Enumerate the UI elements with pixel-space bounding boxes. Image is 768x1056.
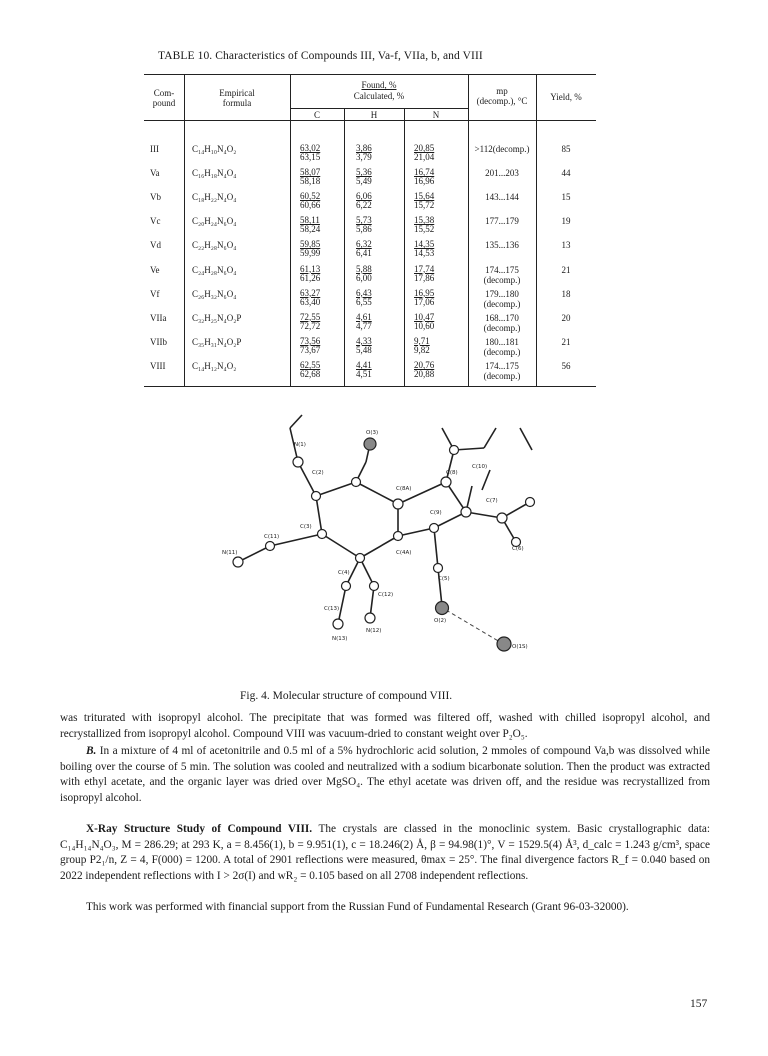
atom-label: C(4A) bbox=[396, 550, 412, 556]
cell-n: $\frac{20,76}{20,88}$ bbox=[414, 359, 435, 379]
atom-label: C(7) bbox=[486, 498, 498, 504]
cell-compound: Vb bbox=[150, 192, 161, 203]
cell-n: $\frac{17,74}{17,86}$ bbox=[414, 263, 435, 283]
header-found: Found, % bbox=[361, 80, 397, 90]
data-table bbox=[144, 74, 596, 386]
cell-formula: C₂₄H₂₈N₆O₄ bbox=[192, 264, 237, 275]
cell-yield: 21 bbox=[561, 264, 571, 275]
col-rule-4 bbox=[404, 108, 405, 386]
atom-label: C(11) bbox=[264, 534, 280, 540]
atom-label: O(2) bbox=[434, 618, 447, 624]
header-formula: Empirical formula bbox=[219, 88, 255, 108]
col-rule-1 bbox=[184, 74, 185, 386]
paragraph-procedure-end: was triturated with isopropyl alcohol. The precipitate that was formed was filtered off, washed with chilled isopropyl alcohol, and recrystallized from isopropyl alcohol. Compound VIII was vacuum-dried to constant weight over P₂O₅. bbox=[60, 712, 710, 740]
cell-formula: C₂₂H₂₈N₆O₄ bbox=[192, 240, 237, 251]
cell-yield: 56 bbox=[561, 360, 571, 371]
cell-mp: 180...181 (decomp.) bbox=[483, 336, 521, 357]
atom-label: C(13) bbox=[324, 606, 340, 612]
atom-label: C(8A) bbox=[396, 486, 412, 492]
cell-compound: VIIb bbox=[150, 336, 167, 347]
col-rule-2 bbox=[290, 74, 291, 386]
cell-formula: C₁₄H₁₀N₄O₂ bbox=[192, 144, 237, 154]
cell-h: $\frac{4,33}{5,48}$ bbox=[356, 335, 372, 355]
cell-yield: 18 bbox=[561, 288, 571, 299]
cell-yield: 21 bbox=[561, 336, 571, 347]
atom-label: C(5) bbox=[438, 576, 450, 582]
header-bottom-rule bbox=[144, 120, 596, 121]
paragraph-xray: X-Ray Structure Study of Compound VIII. The crystals are classed in the monoclinic system. Basic crystallographic data: C₁₄H₁₄N₄O₃, M = 286.29; at 293 K, a = 8.456(1), b = 9.951(1), c = 18.246(2) Å, β = 94.98(1)°, V = 1529.5(4) Å³, d_calc = 1.243 g/cm³, space group P2₁/n, Z = 4, F(000) = 1200. A total of 2901 reflections were measured, θmax = 25°. The final divergence factors R_f = 0.040 based on 2022 independent reflections with I > 2σ(I) and wR₂ = 0.105 based on all 2708 independent reflections. bbox=[60, 823, 711, 882]
cell-compound: VIIa bbox=[150, 312, 167, 323]
cell-n: $\frac{15,64}{15,72}$ bbox=[414, 191, 435, 211]
header-mp: mp (decomp.), °C bbox=[476, 86, 528, 106]
cell-yield: 20 bbox=[561, 312, 571, 323]
header-yield: Yield, % bbox=[550, 92, 582, 102]
atom-label: C(6) bbox=[512, 546, 524, 552]
cell-compound: Vd bbox=[150, 240, 161, 251]
cell-n: $\frac{14,35}{14,53}$ bbox=[414, 239, 435, 259]
cell-c: $\frac{72,55}{72,72}$ bbox=[300, 311, 321, 331]
table-bottom-rule bbox=[144, 386, 596, 387]
cell-yield: 19 bbox=[561, 216, 571, 227]
cell-h: $\frac{6,06}{6,22}$ bbox=[356, 191, 372, 211]
cell-yield: 44 bbox=[561, 168, 571, 179]
cell-c: $\frac{63,27}{63,40}$ bbox=[300, 287, 321, 307]
cell-compound: III bbox=[150, 144, 159, 154]
molecular-structure-figure bbox=[220, 410, 580, 670]
cell-h: $\frac{3,86}{3,79}$ bbox=[356, 143, 372, 162]
paragraph-method-b: B. In a mixture of 4 ml of acetonitrile and 0.5 ml of a 5% hydrochloric acid solution, 2 mmoles of compound Va,b was dissolved while boiling over the course of 5 min. The solution was cooled and neutralized with a sodium bicarbonate solution. Then the product was extracted with ethyl acetate, and the organic layer was dried over MgSO₄. The ethyl acetate was driven off, and the residue was recrystallized from isopropyl alcohol. bbox=[60, 745, 710, 804]
figure-caption: Fig. 4. Molecular structure of compound VIII. bbox=[240, 690, 453, 702]
cell-h: $\frac{6,43}{6,55}$ bbox=[356, 287, 372, 307]
atom-label: C(2) bbox=[312, 470, 324, 476]
cell-compound: Va bbox=[150, 168, 160, 179]
cell-c: $\frac{59,85}{59,99}$ bbox=[300, 239, 321, 259]
cell-formula: C₃₅H₃₁N₄O₂P bbox=[192, 336, 242, 347]
cell-n: $\frac{16,74}{16,96}$ bbox=[414, 167, 435, 187]
cell-mp: 135...136 bbox=[485, 240, 519, 251]
cell-c: $\frac{63,02}{63,15}$ bbox=[300, 143, 321, 162]
cell-formula: C₂₆H₃₂N₆O₄ bbox=[192, 288, 237, 299]
header-h: H bbox=[370, 110, 378, 120]
cell-c: $\frac{58,07}{58,18}$ bbox=[300, 167, 321, 187]
cell-n: $\frac{16,95}{17,06}$ bbox=[414, 287, 435, 307]
atom-label: N(11) bbox=[222, 550, 238, 556]
header-compound: Com- pound bbox=[152, 88, 176, 108]
cell-compound: Vf bbox=[150, 288, 160, 299]
atom-label: C(8) bbox=[446, 470, 458, 476]
cell-h: $\frac{6,32}{6,41}$ bbox=[356, 239, 372, 259]
cell-c: $\frac{60,52}{60,66}$ bbox=[300, 191, 321, 211]
cell-mp: >112(decomp.) bbox=[474, 144, 530, 154]
cell-mp: 168...170 (decomp.) bbox=[483, 312, 521, 333]
cell-c: $\frac{61,13}{61,26}$ bbox=[300, 263, 321, 283]
cell-mp: 143...144 bbox=[485, 192, 519, 203]
cell-formula: C₁₆H₁₈N₄O₄ bbox=[192, 168, 237, 179]
cell-yield: 15 bbox=[561, 192, 571, 203]
cell-n: $\frac{9,71}{9,82}$ bbox=[414, 335, 430, 355]
molecule-svg bbox=[220, 410, 580, 670]
atom-label: O(1S) bbox=[512, 644, 528, 650]
page-number: 157 bbox=[690, 998, 708, 1010]
atom-label: N(13) bbox=[332, 636, 348, 642]
cell-mp: 174...175 (decomp.) bbox=[483, 360, 521, 381]
method-b-label: B. bbox=[86, 745, 97, 757]
atom-label: C(4) bbox=[338, 570, 350, 576]
atom-label: C(12) bbox=[378, 592, 394, 598]
cell-h: $\frac{5,73}{5,86}$ bbox=[356, 215, 372, 235]
atom-label: N(1) bbox=[294, 442, 306, 448]
cell-formula: C₂₀H₂₄N₆O₄ bbox=[192, 216, 237, 227]
atom-label: O(3) bbox=[366, 430, 379, 436]
paragraph-acknowledgment: This work was performed with financial support from the Russian Fund of Fundamental Research (Grant 96-03-32000). bbox=[86, 901, 629, 913]
cell-mp: 201...203 bbox=[485, 168, 519, 179]
atom-label: C(9) bbox=[430, 510, 442, 516]
header-c: C bbox=[313, 110, 320, 120]
header-sub-rule bbox=[290, 108, 468, 109]
table-caption: TABLE 10. Characteristics of Compounds III, Va-f, VIIa, b, and VIII bbox=[158, 50, 483, 62]
cell-compound: Ve bbox=[150, 264, 160, 275]
cell-n: $\frac{15,38}{15,52}$ bbox=[414, 215, 435, 235]
header-calculated: Calculated, % bbox=[353, 91, 405, 101]
cell-h: $\frac{5,88}{6,00}$ bbox=[356, 263, 372, 283]
col-rule-3 bbox=[344, 108, 345, 386]
cell-n: $\frac{20,85}{21,04}$ bbox=[414, 143, 435, 162]
cell-mp: 174...175 (decomp.) bbox=[483, 264, 521, 285]
atom-label: C(10) bbox=[472, 464, 488, 470]
atom-label: N(12) bbox=[366, 628, 382, 634]
cell-h: $\frac{5,36}{5,49}$ bbox=[356, 167, 372, 187]
cell-yield: 85 bbox=[561, 144, 571, 154]
cell-formula: C₃₂H₂₅N₄O₂P bbox=[192, 312, 242, 323]
cell-compound: Vc bbox=[150, 216, 161, 227]
cell-h: $\frac{4,41}{4,51}$ bbox=[356, 359, 372, 379]
cell-mp: 177...179 bbox=[485, 216, 519, 227]
cell-n: $\frac{10,47}{10,60}$ bbox=[414, 311, 435, 331]
cell-c: $\frac{73,56}{73,67}$ bbox=[300, 335, 321, 355]
cell-compound: VIII bbox=[150, 360, 166, 371]
cell-c: $\frac{58,11}{58,24}$ bbox=[300, 215, 321, 235]
cell-mp: 179...180 (decomp.) bbox=[483, 288, 521, 309]
table-top-rule bbox=[144, 74, 596, 75]
cell-c: $\frac{62,55}{62,68}$ bbox=[300, 359, 321, 379]
cell-h: $\frac{4,61}{4,77}$ bbox=[356, 311, 372, 331]
cell-formula: C₁₄H₁₂N₄O₂ bbox=[192, 360, 237, 371]
atom-label: C(3) bbox=[300, 524, 312, 530]
xray-heading: X-Ray Structure Study of Compound VIII. bbox=[86, 823, 313, 835]
cell-yield: 13 bbox=[561, 240, 571, 251]
header-n: N bbox=[432, 110, 440, 120]
cell-formula: C₁₈H₂₂N₄O₄ bbox=[192, 192, 237, 203]
